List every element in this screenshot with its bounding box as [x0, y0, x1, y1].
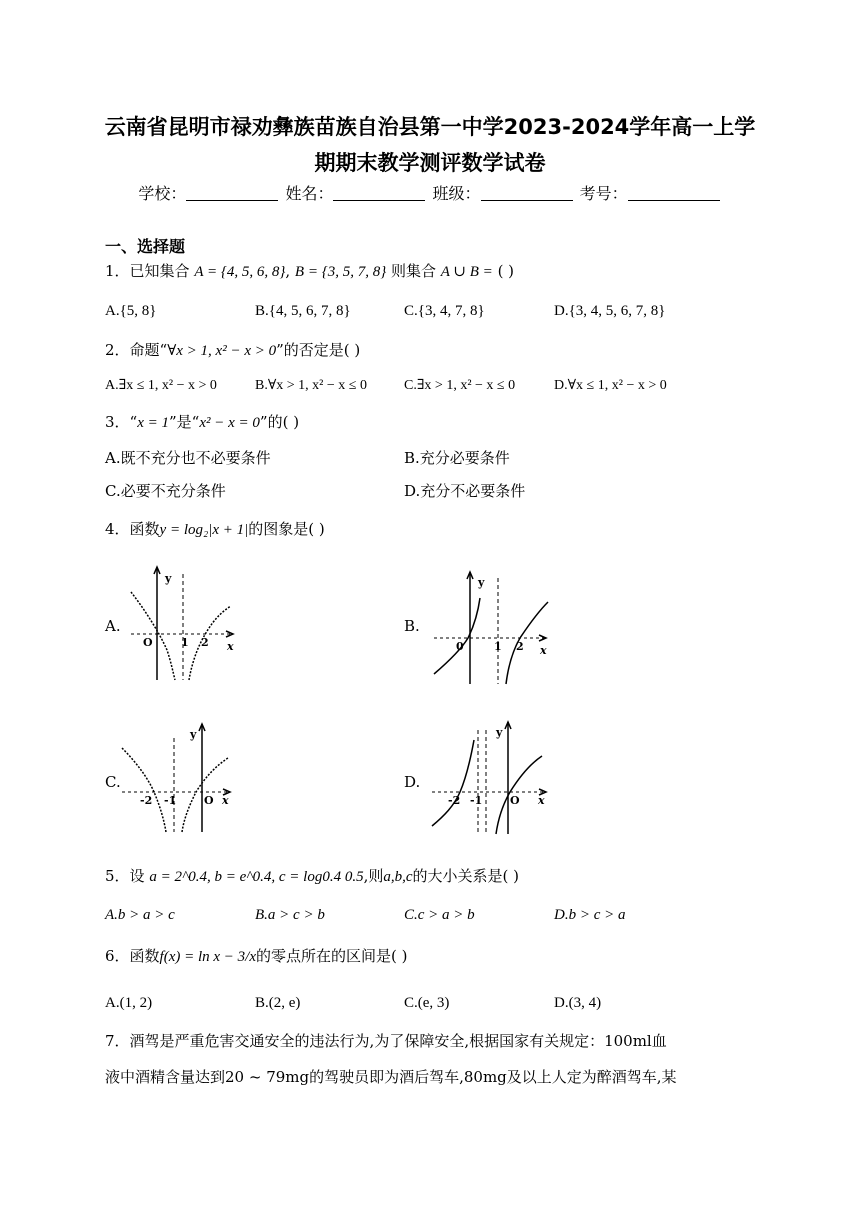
q6-prefix: 6．函数	[105, 947, 160, 965]
graph-a[interactable]	[125, 562, 240, 682]
graph-b[interactable]	[428, 568, 553, 686]
school-blank[interactable]	[186, 184, 278, 201]
q3-option-d[interactable]: D.充分不必要条件	[404, 482, 526, 500]
exam-no-blank[interactable]	[628, 184, 720, 201]
q6-option-c[interactable]: C.(e, 3)	[404, 995, 450, 1011]
q4-prefix: 4．函数	[105, 520, 160, 538]
q1-sep: ,	[285, 262, 291, 280]
graph-d[interactable]	[428, 716, 553, 836]
q3-option-c[interactable]: C.必要不充分条件	[105, 482, 226, 500]
question-7-line2: 液中酒精含量达到20 ~ 79mg的驾驶员即为酒后驾车,80mg及以上人定为醉酒驾车,某	[105, 1068, 677, 1086]
question-7-line1: 7．酒驾是严重危害交通安全的违法行为,为了保障安全,根据国家有关规定：100ml血	[105, 1032, 667, 1050]
q2-suffix: ”的否定是( )	[276, 341, 361, 359]
question-3-stem	[105, 412, 299, 433]
q6-option-b[interactable]: B.(2, e)	[255, 995, 301, 1011]
graph-c-tick-neg1: -1	[164, 794, 177, 807]
graph-a-tick-2: 2	[201, 636, 209, 649]
question-2-stem	[105, 340, 360, 361]
graph-c-y-label: y	[190, 728, 197, 741]
section-heading: 一、选择题	[105, 237, 186, 256]
q1-set-b: B = {3, 5, 7, 8}	[294, 264, 387, 280]
question-6-stem	[105, 946, 408, 967]
q2-option-b[interactable]: B.∀x > 1, x² − x ≤ 0	[255, 378, 367, 393]
q6-option-d[interactable]: D.(3, 4)	[554, 995, 602, 1011]
q3-p: x = 1	[137, 415, 169, 431]
q5-option-a[interactable]: A.b > a > c	[105, 907, 175, 923]
q1-option-a[interactable]: A.{5, 8}	[105, 303, 157, 319]
q1-paren: ( )	[497, 262, 515, 280]
doc-title-line1: 云南省昆明市禄劝彝族苗族自治县第一中学2023-2024学年高一上学	[104, 115, 756, 139]
q4-option-b[interactable]: B.	[404, 617, 420, 635]
question-4-stem	[105, 519, 325, 540]
graph-b-tick-1: 1	[494, 640, 502, 653]
graph-c-origin: O	[204, 794, 214, 807]
q2-prefix: 2．命题“	[105, 341, 168, 359]
q3-suffix: ”的( )	[259, 413, 300, 431]
q1-option-c[interactable]: C.{3, 4, 7, 8}	[404, 303, 485, 319]
q1-set-a: A = {4, 5, 6, 8}	[194, 264, 286, 280]
graph-b-y-label: y	[478, 576, 485, 589]
q1-option-d[interactable]: D.{3, 4, 5, 6, 7, 8}	[554, 303, 666, 319]
class-label: 班级：	[432, 184, 481, 203]
class-blank[interactable]	[481, 184, 573, 201]
graph-d-x-label: x	[538, 794, 545, 807]
graph-c-tick-neg2: -2	[140, 794, 153, 807]
q5-option-b[interactable]: B.a > c > b	[255, 907, 325, 923]
graph-c[interactable]	[118, 718, 236, 834]
graph-d-tick-neg2: -2	[448, 794, 461, 807]
q5-option-c[interactable]: C.c > a > b	[404, 907, 475, 923]
q4-option-a[interactable]: A.	[105, 617, 121, 635]
q1-option-b[interactable]: B.{4, 5, 6, 7, 8}	[255, 303, 351, 319]
q5-mid: ,则	[363, 867, 384, 885]
q5-expression: a = 2^0.4, b = e^0.4, c = log0.4 0.5	[149, 869, 364, 885]
q3-option-a[interactable]: A.既不充分也不必要条件	[105, 449, 271, 467]
q1-mid: 则集合	[390, 262, 436, 280]
name-blank[interactable]	[333, 184, 425, 201]
exam-no-label: 考号：	[579, 184, 628, 203]
q5-prefix: 5．设	[105, 867, 145, 885]
q3-option-b[interactable]: B.充分必要条件	[404, 449, 510, 467]
q4-suffix: 的图象是( )	[248, 520, 325, 538]
q2-option-c[interactable]: C.∃x > 1, x² − x ≤ 0	[404, 378, 516, 393]
graph-b-tick-2: 2	[516, 640, 524, 653]
q6-function: f(x) = ln x − 3/x	[159, 949, 257, 965]
q2-option-a[interactable]: A.∃x ≤ 1, x² − x > 0	[105, 378, 217, 393]
q3-q: x² − x = 0	[199, 415, 260, 431]
graph-d-origin: O	[510, 794, 520, 807]
graph-a-tick-1: 1	[181, 636, 189, 649]
q4-option-c[interactable]: C.	[105, 773, 121, 791]
graph-c-x-label: x	[222, 794, 229, 807]
q4-option-d[interactable]: D.	[404, 773, 421, 791]
student-info-row	[0, 183, 860, 205]
q2-option-d[interactable]: D.∀x ≤ 1, x² − x > 0	[554, 378, 667, 393]
q3-prefix: 3．“	[105, 413, 138, 431]
q4-function: y = log₂|x + 1|	[159, 522, 249, 538]
q2-proposition: ∀x > 1, x² − x > 0	[167, 343, 277, 359]
q6-suffix: 的零点所在的区间是( )	[256, 947, 408, 965]
graph-d-y-label: y	[496, 726, 503, 739]
q5-option-d[interactable]: D.b > c > a	[554, 907, 626, 923]
question-1-stem	[105, 261, 514, 282]
school-label: 学校：	[138, 184, 187, 203]
q5-suffix: 的大小关系是( )	[412, 867, 520, 885]
question-5-stem	[105, 866, 519, 887]
q1-expr: A ∪ B =	[440, 264, 493, 280]
q3-mid: ”是“	[169, 413, 200, 431]
q1-prefix: 1．已知集合	[105, 262, 190, 280]
q5-vars: a,b,c	[383, 869, 413, 885]
graph-a-origin: O	[143, 636, 153, 649]
q6-option-a[interactable]: A.(1, 2)	[105, 995, 153, 1011]
name-label: 姓名：	[285, 184, 334, 203]
graph-b-x-label: x	[540, 644, 547, 657]
graph-a-x-label: x	[227, 640, 234, 653]
graph-d-tick-neg1: -1	[470, 794, 483, 807]
doc-title-line2: 期期末教学测评数学试卷	[314, 151, 546, 175]
graph-b-origin: 0	[456, 640, 464, 653]
graph-a-y-label: y	[165, 572, 172, 585]
